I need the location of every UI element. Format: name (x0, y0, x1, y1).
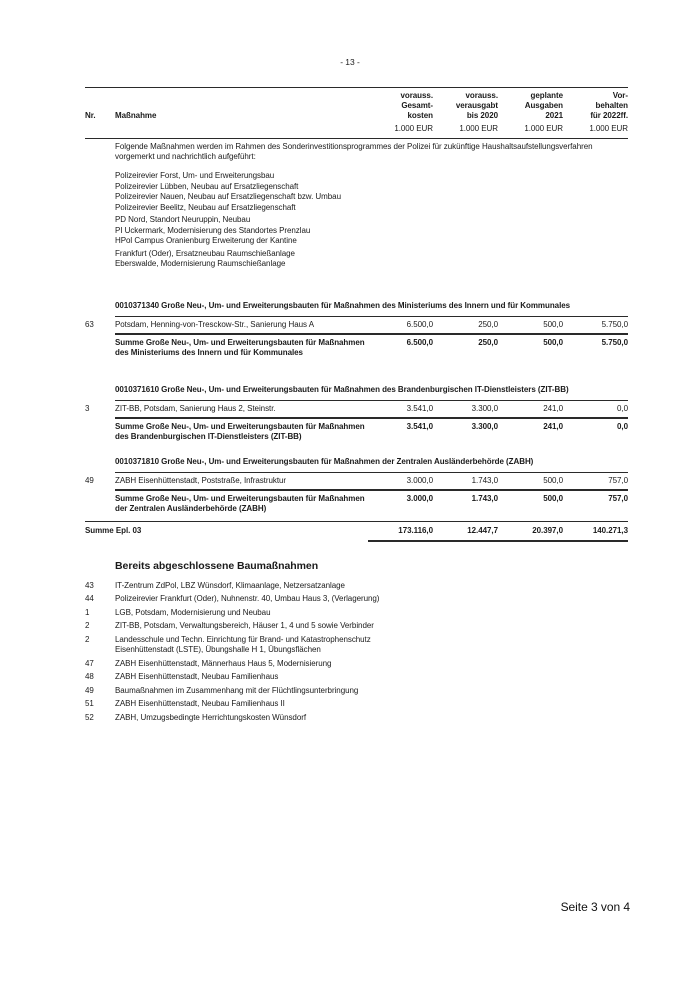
completed-item (85, 659, 628, 670)
item-number: 47 (85, 658, 94, 668)
total-vorbehalten: 140.271,3 (592, 525, 628, 535)
measure-row (85, 400, 628, 417)
total-row (85, 521, 628, 540)
item-label: IT-Zentrum ZdPol, LBZ Wünsdorf, Klimaanlage, Netzersatzanlage (115, 580, 345, 590)
sum-verausgabt: 250,0 (478, 337, 498, 347)
section-title: 0010371610 Große Neu-, Um- und Erweiterungsbauten für Maßnahmen des Brandenburgischen IT-Dienstleisters (ZIT-BB) (115, 384, 569, 394)
sum-vorbehalten: 5.750,0 (601, 337, 628, 347)
item-label: ZIT-BB, Potsdam, Verwaltungsbereich, Häuser 1, 4 und 5 sowie Verbinder (115, 621, 374, 630)
planned-measure: PI Uckermark, Modernisierung des Standortes Prenzlau (115, 225, 311, 235)
item-label: Landesschule und Techn. Einrichtung für Brand- und Katastrophenschutz Eisenhüttenstadt (LSTE), Übungshalle H 1, Übungsflächen (115, 634, 371, 654)
value-vorbehalten: 5.750,0 (601, 319, 628, 329)
measure-label: Potsdam, Henning-von-Tresckow-Str., Sanierung Haus A (115, 319, 314, 329)
row-number: 63 (85, 319, 94, 329)
sum-verausgabt: 1.743,0 (471, 493, 498, 503)
completed-item (85, 713, 628, 724)
total-gesamtkosten: 173.116,0 (398, 525, 433, 535)
item-label: Polizeirevier Frankfurt (Oder), Nuhnenstr. 40, Umbau Haus 3, (Verlagerung) (115, 594, 380, 603)
completed-item (85, 594, 628, 605)
sum-row (115, 333, 628, 359)
col-header-ausgaben-2021: geplante Ausgaben 2021 (524, 91, 563, 120)
unit-label: 1.000 EUR (524, 124, 563, 133)
unit-row (85, 124, 628, 134)
sum-label: Summe Große Neu-, Um- und Erweiterungsbauten für Maßnahmen des Brandenburgischen IT-Dienstleisters (ZIT-BB) (115, 421, 365, 441)
section-title: 0010371340 Große Neu-, Um- und Erweiterungsbauten für Maßnahmen des Ministeriums des Innern und für Kommunales (115, 300, 571, 310)
planned-measure: Frankfurt (Oder), Ersatzneubau Raumschießanlage (115, 248, 295, 258)
value-2021: 500,0 (543, 319, 563, 329)
col-header-gesamtkosten: vorauss. Gesamt- kosten (400, 91, 433, 120)
page-number: - 13 - (340, 57, 360, 67)
completed-section (85, 560, 628, 724)
sum-gesamtkosten: 3.000,0 (406, 493, 433, 503)
completed-item (85, 608, 628, 619)
item-label: Baumaßnahmen im Zusammenhang mit der Flüchtlingsunterbringung (115, 685, 359, 695)
completed-item (85, 635, 628, 656)
intro-paragraph: Folgende Maßnahmen werden im Rahmen des Sonderinvestitionsprogrammes der Polizei für zukünftige Haushaltsaufstellungsverfahren vorgemerkt und nachrichtlich aufgeführt: (115, 142, 593, 161)
page-footer-label: Seite 3 von 4 (560, 900, 630, 914)
item-number: 1 (85, 607, 90, 617)
sum-label: Summe Große Neu-, Um- und Erweiterungsbauten für Maßnahmen des Ministeriums des Innern und für Kommunales (115, 337, 365, 357)
planned-measure: PD Nord, Standort Neuruppin, Neubau (115, 215, 251, 224)
planned-measure: HPol Campus Oranienburg Erweiterung der Kantine (115, 236, 297, 245)
value-vorbehalten: 757,0 (608, 475, 628, 485)
item-number: 2 (85, 621, 90, 630)
item-number: 2 (85, 634, 90, 644)
sum-gesamtkosten: 3.541,0 (406, 421, 433, 431)
item-number: 48 (85, 672, 94, 681)
unit-label: 1.000 EUR (459, 124, 498, 133)
completed-item (85, 686, 628, 697)
total-2021: 20.397,0 (532, 525, 563, 535)
item-label: ZABH, Umzugsbedingte Herrichtungskosten Wünsdorf (115, 712, 307, 722)
sum-2021: 500,0 (543, 493, 563, 503)
item-label: ZABH Eisenhüttenstadt, Neubau Familienhaus (115, 672, 279, 681)
table-header (85, 87, 628, 139)
sum-row (115, 489, 628, 515)
item-number: 43 (85, 580, 94, 590)
planned-measure: Eberswalde, Modernisierung Raumschießanlage (115, 259, 286, 268)
value-gesamtkosten: 3.541,0 (406, 403, 433, 413)
value-gesamtkosten: 6.500,0 (406, 319, 433, 329)
value-2021: 241,0 (543, 403, 563, 413)
total-underline (368, 540, 628, 542)
completed-item (85, 621, 628, 632)
item-label: ZABH Eisenhüttenstadt, Männerhaus Haus 5, Modernisierung (115, 658, 332, 668)
row-number: 3 (85, 403, 90, 413)
sum-vorbehalten: 757,0 (608, 493, 628, 503)
section-zabh (85, 456, 628, 515)
row-number: 49 (85, 475, 94, 485)
sum-verausgabt: 3.300,0 (471, 421, 498, 431)
measure-label: ZIT-BB, Potsdam, Sanierung Haus 2, Steinstr. (115, 403, 276, 413)
unit-label: 1.000 EUR (394, 124, 433, 133)
completed-item (85, 672, 628, 683)
planned-measure: Polizeirevier Forst, Um- und Erweiterungsbau (115, 171, 275, 180)
item-label: LGB, Potsdam, Modernisierung und Neubau (115, 607, 271, 617)
total-label: Summe Epl. 03 (85, 525, 142, 535)
total-verausgabt: 12.447,7 (467, 525, 498, 535)
planned-measure: Polizeirevier Lübben, Neubau auf Ersatzliegenschaft (115, 181, 299, 191)
completed-item (85, 581, 628, 592)
value-verausgabt: 1.743,0 (471, 475, 498, 485)
planned-measure: Polizeirevier Nauen, Neubau auf Ersatzliegenschaft bzw. Umbau (115, 192, 341, 201)
value-verausgabt: 3.300,0 (471, 403, 498, 413)
item-number: 49 (85, 685, 94, 695)
sum-vorbehalten: 0,0 (617, 421, 628, 431)
sum-2021: 241,0 (543, 421, 563, 431)
sum-label: Summe Große Neu-, Um- und Erweiterungsbauten für Maßnahmen der Zentralen Ausländerbehörde (ZABH) (115, 493, 365, 513)
item-number: 51 (85, 699, 94, 708)
value-gesamtkosten: 3.000,0 (406, 475, 433, 485)
planned-measures-list (115, 171, 628, 270)
value-vorbehalten: 0,0 (617, 403, 628, 413)
col-header-verausgabt: vorauss. verausgabt bis 2020 (455, 91, 498, 120)
col-header-vorbehalten: Vor- behalten für 2022ff. (590, 91, 628, 120)
item-label: ZABH Eisenhüttenstadt, Neubau Familienhaus II (115, 699, 285, 708)
measure-row (85, 472, 628, 489)
completed-heading: Bereits abgeschlossene Baumaßnahmen (115, 559, 319, 572)
section-title: 0010371810 Große Neu-, Um- und Erweiterungsbauten für Maßnahmen der Zentralen Ausländerbehörde (ZABH) (115, 456, 534, 466)
value-verausgabt: 250,0 (478, 319, 498, 329)
measure-label: ZABH Eisenhüttenstadt, Poststraße, Infrastruktur (115, 475, 287, 485)
sum-gesamtkosten: 6.500,0 (406, 337, 433, 347)
completed-list (85, 581, 628, 724)
planned-measure: Polizeirevier Beelitz, Neubau auf Ersatzliegenschaft (115, 202, 296, 212)
page-content (85, 0, 628, 726)
measure-row (85, 316, 628, 333)
section-zit-bb (85, 384, 628, 443)
item-number: 52 (85, 712, 94, 722)
unit-label: 1.000 EUR (589, 124, 628, 133)
col-header-massnahme: Maßnahme (115, 111, 157, 120)
completed-item (85, 699, 628, 710)
item-number: 44 (85, 594, 94, 603)
sum-2021: 500,0 (543, 337, 563, 347)
section-ministerium (85, 300, 628, 359)
col-header-nr: Nr. (85, 111, 96, 120)
value-2021: 500,0 (543, 475, 563, 485)
sum-row (115, 417, 628, 443)
